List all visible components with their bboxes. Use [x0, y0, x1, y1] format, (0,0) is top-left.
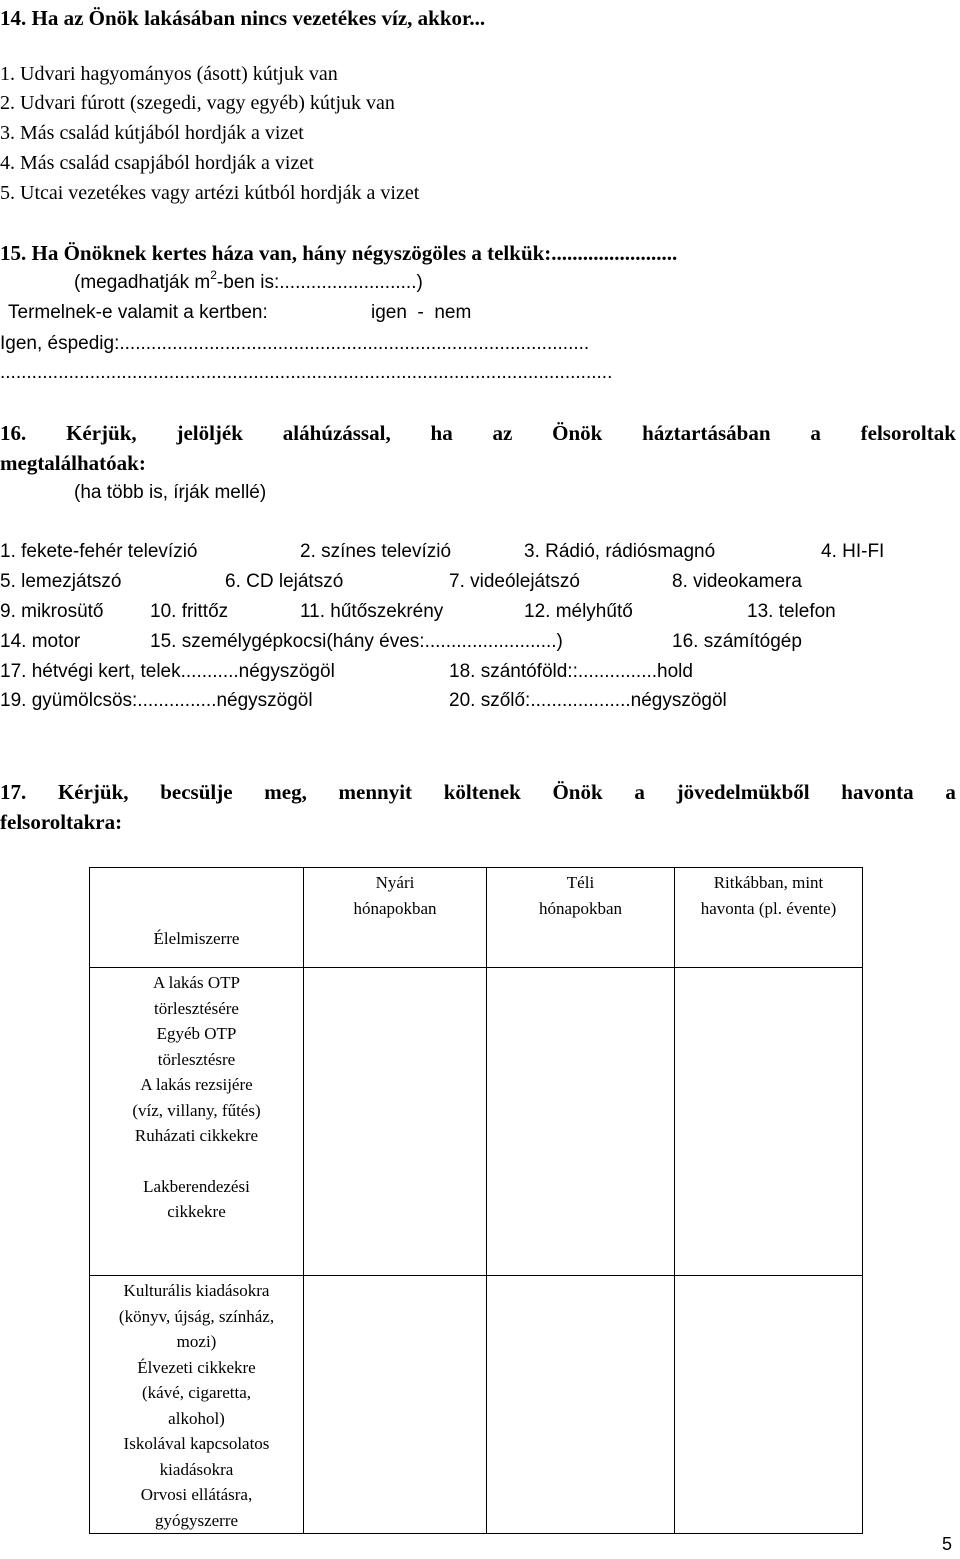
q14-title: 14. Ha az Önök lakásában nincs vezetékes víz, akkor...: [0, 6, 486, 30]
q15-m2-after: -ben is:..........................): [216, 272, 423, 293]
expenses-header-row: [90, 868, 863, 968]
q14-option-1: 1. Udvari hagyományos (ásott) kútjuk van: [0, 63, 338, 85]
q16-item: 18. szántóföld::...............hold: [449, 661, 693, 682]
q14-option-3: 3. Más család kútjából hordják a vizet: [0, 122, 304, 144]
category-label: Ruházati cikkekre: [134, 1126, 259, 1145]
q17-title-word: havonta: [841, 780, 914, 804]
q17-title-word: Kérjük,: [57, 780, 129, 804]
q16-title-word: a: [810, 421, 821, 445]
q16-item: 13. telefon: [747, 601, 836, 622]
q16-item: 5. lemezjátszó: [0, 571, 122, 592]
q16-item: 1. fekete-fehér televízió: [0, 541, 198, 562]
rarely-cell[interactable]: [675, 1276, 863, 1534]
q16-title-word: 16.: [0, 421, 27, 445]
q17-title-word: Önök: [552, 780, 603, 804]
q16-title-word: háztartásában: [642, 421, 771, 445]
q16-item: 2. színes televízió: [300, 541, 452, 562]
q16-title-word: aláhúzással,: [282, 421, 391, 445]
q16-item: 11. hűtőszekrény: [300, 601, 444, 622]
q16-title-word: ha: [430, 421, 453, 445]
q16-title-word: Kérjük,: [66, 421, 137, 445]
category-label: A lakás OTP törlesztésére: [153, 973, 240, 1018]
category-cell: [90, 1276, 304, 1534]
q15-m2-sup: 2: [210, 268, 217, 282]
winter-cell[interactable]: [487, 1276, 675, 1534]
q16-title-line2: megtalálhatóak:: [0, 451, 146, 475]
column-header-summer: Nyári hónapokban: [304, 868, 487, 968]
category-cell: [90, 868, 304, 968]
q16-title-word: az: [492, 421, 513, 445]
category-label: Iskolával kapcsolatos kiadásokra: [123, 1434, 270, 1479]
q16-title-line1: [0, 421, 956, 446]
q16-item: 6. CD lejátszó: [225, 571, 344, 592]
expenses-row: [90, 1276, 863, 1534]
page-number: 5: [942, 1534, 953, 1554]
q16-item: 7. videólejátszó: [449, 571, 580, 592]
q15-title: 15. Ha Önöknek kertes háza van, hány négyszögöles a telkük:........................: [0, 241, 678, 265]
q16-title-word: jelöljék: [176, 421, 243, 445]
category-label: A lakás rezsijére (víz, villany, fűtés): [132, 1075, 261, 1120]
q17-title-line1: [0, 780, 956, 805]
q16-item: 9. mikrosütő: [0, 601, 104, 622]
q16-item: 12. mélyhűtő: [524, 601, 633, 622]
category-label: Kulturális kiadásokra (könyv, újság, színház, mozi): [118, 1281, 275, 1351]
category-label: Orvosi ellátásra, gyógyszerre: [140, 1485, 253, 1530]
q16-item: 19. gyümölcsös:...............négyszögöl: [0, 690, 313, 711]
q17-title-word: jövedelmükből: [676, 780, 810, 804]
q17-title-word: 17.: [0, 780, 27, 804]
category-label: Élvezeti cikkekre (kávé, cigaretta, alkohol): [137, 1357, 256, 1428]
q17-title-word: költenek: [443, 780, 521, 804]
q16-item: 17. hétvégi kert, telek...........négyszögöl: [0, 661, 335, 682]
q16-item: 8. videokamera: [672, 571, 802, 592]
q16-item: 15. személygépkocsi(hány éves:.........................): [150, 631, 563, 652]
q15-produce-label: Termelnek-e valamit a kertben:: [8, 302, 268, 323]
column-header-winter: Téli hónapokban: [487, 868, 675, 968]
q15-dots-line: ....................................................................................................................: [0, 362, 613, 383]
q17-title-line2: felsoroltakra:: [0, 810, 123, 834]
q16-item: 4. HI-FI: [821, 541, 885, 562]
expenses-row: [90, 968, 863, 1276]
q17-title-word: mennyit: [338, 780, 413, 804]
q15-m2-line: [74, 268, 423, 294]
winter-cell[interactable]: [487, 968, 675, 1276]
q17-title-word: a: [634, 780, 645, 804]
q14-option-2: 2. Udvari fúrott (szegedi, vagy egyéb) kútjuk van: [0, 92, 395, 114]
q16-title-word: felsoroltak: [860, 421, 956, 445]
q16-item: 14. motor: [0, 631, 81, 652]
column-header-rarely: Ritkábban, mint havonta (pl. évente): [675, 868, 863, 968]
category-label: Lakberendezési cikkekre: [143, 1176, 250, 1221]
expenses-table: [89, 867, 863, 1534]
q16-item: 16. számítógép: [672, 631, 802, 652]
q16-item: 20. szőlő:...................négyszögöl: [449, 690, 727, 711]
category-label: Egyéb OTP törlesztésre: [156, 1024, 237, 1069]
q17-title-word: becsülje: [160, 780, 233, 804]
q17-title-word: meg,: [264, 780, 307, 804]
q16-note: (ha több is, írják mellé): [74, 482, 267, 503]
q14-option-5: 5. Utcai vezetékes vagy artézi kútból hordják a vizet: [0, 182, 420, 204]
q15-m2-before: (megadhatják m: [74, 272, 211, 293]
category-label: Élelmiszerre: [153, 928, 240, 948]
summer-cell[interactable]: [304, 968, 487, 1276]
q17-title-word: a: [945, 780, 956, 804]
q16-title-word: Önök: [552, 421, 603, 445]
q16-item: 10. frittőz: [150, 601, 229, 622]
q15-yes-line: Igen, éspedig:.........................................................................................: [0, 333, 590, 354]
q15-produce-answer: igen - nem: [371, 302, 472, 323]
q16-item: 3. Rádió, rádiósmagnó: [524, 541, 716, 562]
summer-cell[interactable]: [304, 1276, 487, 1534]
rarely-cell[interactable]: [675, 968, 863, 1276]
category-cell: [90, 968, 304, 1276]
q14-option-4: 4. Más család csapjából hordják a vizet: [0, 152, 314, 174]
